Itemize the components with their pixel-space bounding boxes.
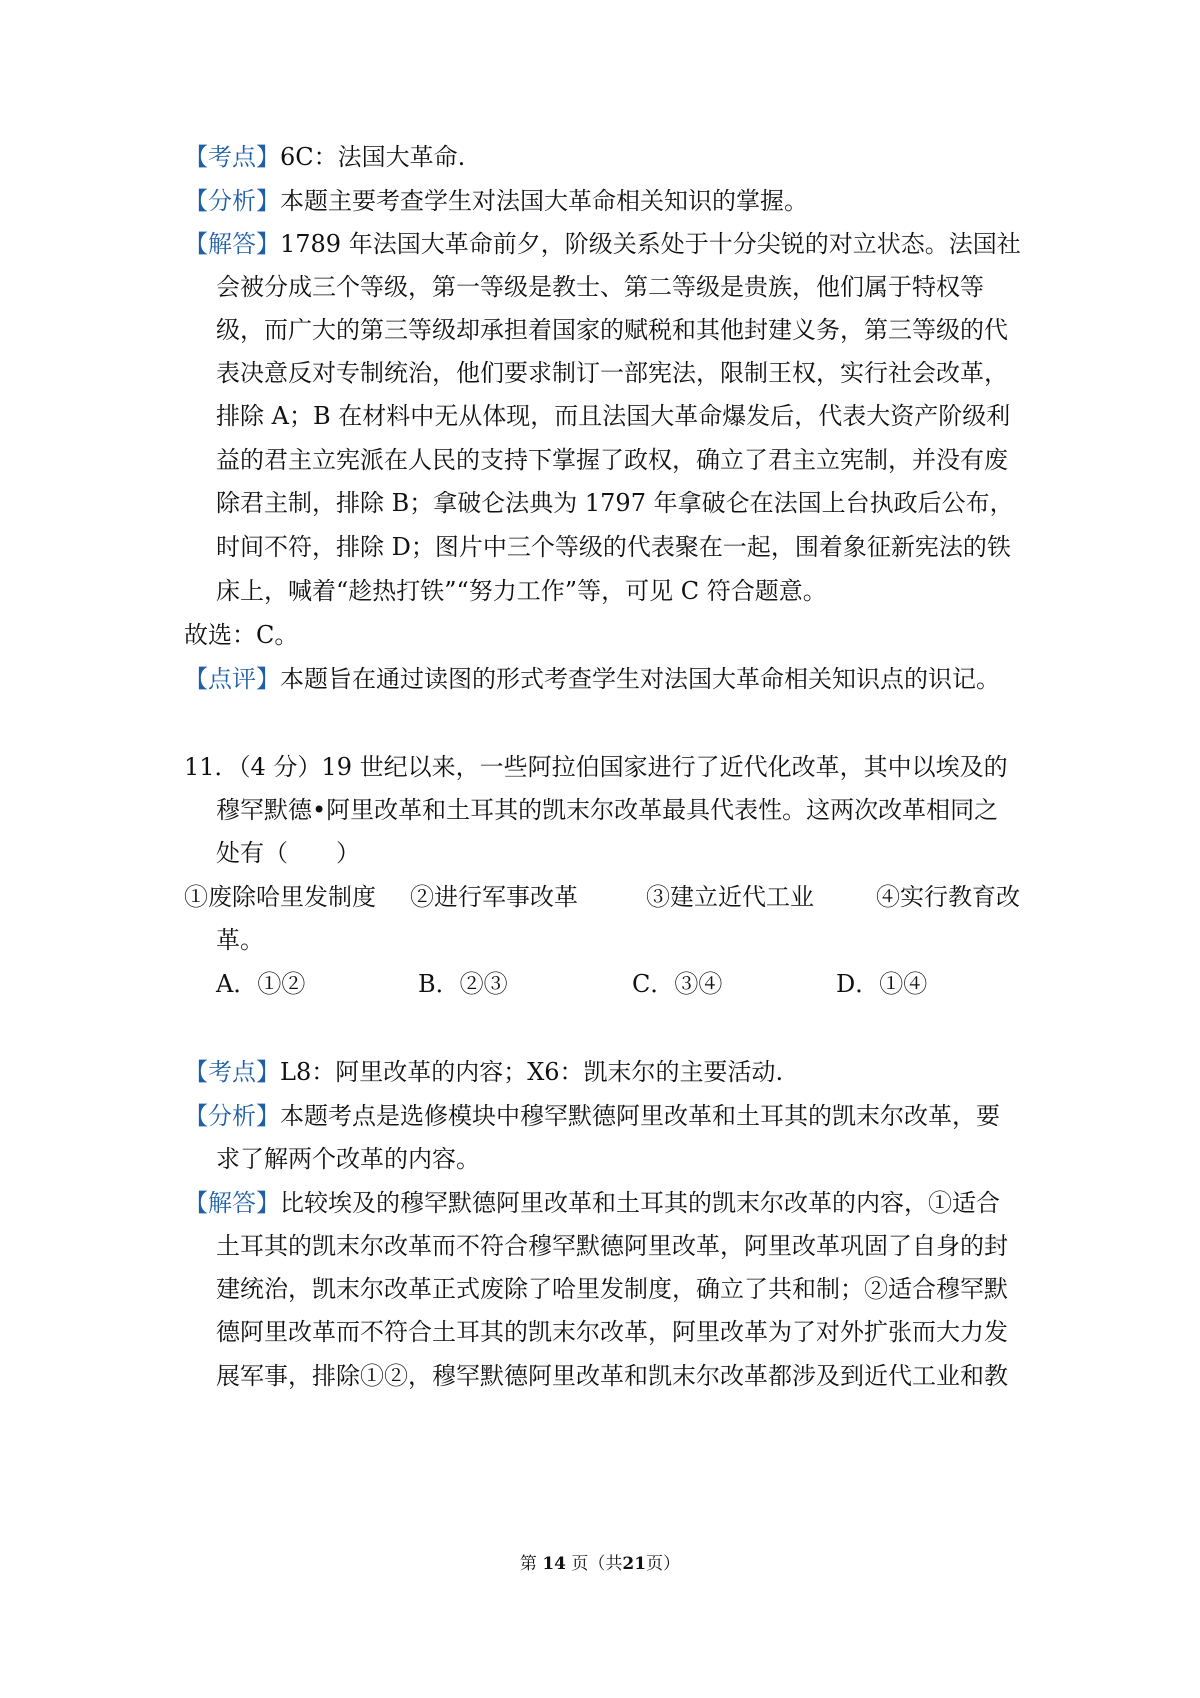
statement-item-cont: 革。 [216, 926, 264, 954]
fenxi-tag: 【分析】 [184, 187, 280, 215]
kaodian-line [184, 142, 465, 172]
jieda-tag: 【解答】 [184, 1189, 280, 1217]
jieda-paragraph-line: 表决意反对专制统治，他们要求制订一部宪法，限制王权，实行社会改革， [216, 359, 1008, 387]
option-d: D．①④ [836, 970, 928, 998]
jieda-paragraph-line: 床上，喊着“趁热打铁”“努力工作”等，可见 C 符合题意。 [216, 577, 827, 605]
option-b: B．②③ [418, 970, 508, 998]
jieda-paragraph-line: 土耳其的凯末尔改革而不符合穆罕默德阿里改革，阿里改革巩固了自身的封 [216, 1232, 1008, 1260]
statement-item: ③建立近代工业 [646, 883, 814, 911]
question-stem-line: 穆罕默德•阿里改革和土耳其的凯末尔改革最具代表性。这两次改革相同之 [216, 796, 999, 824]
footer-suffix: 页） [646, 1554, 681, 1574]
question-stem-line: 处有（ ） [216, 839, 360, 867]
jieda-text: 比较埃及的穆罕默德阿里改革和土耳其的凯末尔改革的内容，①适合 [280, 1189, 1000, 1217]
dianping-text: 本题旨在通过读图的形式考查学生对法国大革命相关知识点的识记。 [280, 665, 1000, 693]
statement-item: ①废除哈里发制度 [184, 883, 376, 911]
jieda-tag: 【解答】 [184, 230, 280, 258]
dianping-tag: 【点评】 [184, 665, 280, 693]
jieda-paragraph-line: 展军事，排除①②，穆罕默德阿里改革和凯末尔改革都涉及到近代工业和教 [216, 1362, 1008, 1390]
guxuan-line: 故选：C。 [184, 621, 299, 649]
kaodian-line [184, 1057, 783, 1087]
jieda-paragraph-line: 益的君主立宪派在人民的支持下掌握了政权，确立了君主立宪制，并没有废 [216, 446, 1008, 474]
kaodian-tag: 【考点】 [184, 143, 280, 171]
jieda-paragraph-line: 时间不符，排除 D；图片中三个等级的代表聚在一起，围着象征新宪法的铁 [216, 533, 1011, 561]
fenxi-line [184, 186, 808, 216]
jieda-paragraph-line: 建统治，凯末尔改革正式废除了哈里发制度，确立了共和制；②适合穆罕默 [216, 1275, 1008, 1303]
option-c: C．③④ [632, 970, 723, 998]
statement-item: ②进行军事改革 [410, 883, 578, 911]
fenxi-tag: 【分析】 [184, 1102, 280, 1130]
page-footer [0, 1553, 1200, 1575]
fenxi-line [184, 1101, 1000, 1131]
jieda-paragraph-line: 会被分成三个等级，第一等级是教士、第二等级是贵族，他们属于特权等 [216, 273, 984, 301]
footer-mid: 页（共 [571, 1554, 623, 1574]
jieda-line [184, 229, 1021, 259]
current-page-number: 14 [542, 1554, 566, 1574]
jieda-paragraph-line: 级，而广大的第三等级却承担着国家的赋税和其他封建义务，第三等级的代 [216, 316, 1008, 344]
jieda-line [184, 1188, 1000, 1218]
option-a: A．①② [216, 970, 306, 998]
fenxi-text: 本题考点是选修模块中穆罕默德阿里改革和土耳其的凯末尔改革，要 [280, 1102, 1000, 1130]
total-page-number: 21 [622, 1554, 647, 1574]
kaodian-text: L8：阿里改革的内容；X6：凯末尔的主要活动. [280, 1058, 784, 1086]
fenxi-paragraph-line: 求了解两个改革的内容。 [216, 1145, 480, 1173]
jieda-paragraph-line: 排除 A；B 在材料中无从体现，而且法国大革命爆发后，代表大资产阶级利 [216, 402, 1011, 430]
statement-item: ④实行教育改 [876, 883, 1020, 911]
kaodian-text: 6C：法国大革命. [280, 143, 466, 171]
jieda-paragraph-line: 除君主制，排除 B；拿破仑法典为 1797 年拿破仑在法国上台执政后公布， [216, 489, 1014, 517]
footer-prefix: 第 [519, 1554, 537, 1574]
question-stem: 11．（4 分）19 世纪以来，一些阿拉伯国家进行了近代化改革，其中以埃及的 [184, 753, 1008, 781]
kaodian-tag: 【考点】 [184, 1058, 280, 1086]
fenxi-text: 本题主要考查学生对法国大革命相关知识的掌握。 [280, 187, 808, 215]
jieda-paragraph-line: 德阿里改革而不符合土耳其的凯末尔改革，阿里改革为了对外扩张而大力发 [216, 1318, 1008, 1346]
dianping-line [184, 664, 1000, 694]
jieda-text: 1789 年法国大革命前夕，阶级关系处于十分尖锐的对立状态。法国社 [280, 230, 1021, 258]
